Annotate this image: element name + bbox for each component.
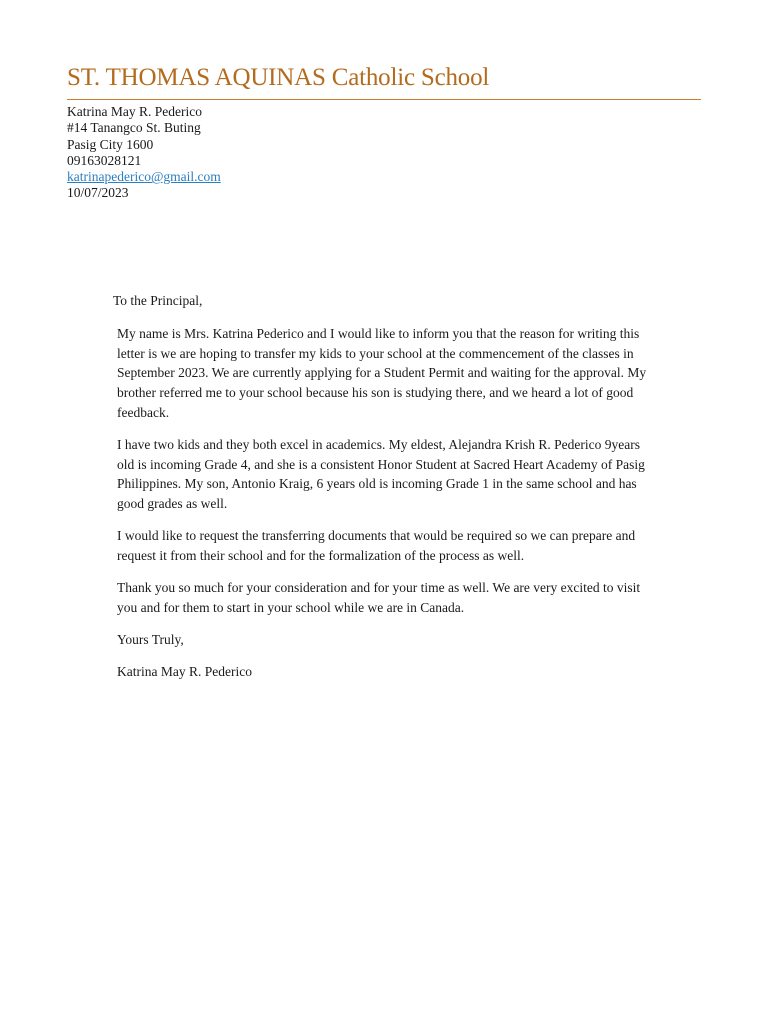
signature-name: Katrina May R. Pederico: [117, 664, 252, 680]
salutation: To the Principal,: [113, 293, 203, 308]
letter-date: 10/07/2023: [67, 185, 129, 201]
body-paragraph-4: Thank you so much for your consideration and for your time as well. We are very excited to visit you and for them to start in your school while we are in Canada.: [117, 580, 641, 615]
header-divider: [67, 99, 701, 100]
letter-closing: Yours Truly,: [117, 632, 184, 648]
sender-address-line2: Pasig City 1600: [67, 136, 154, 152]
sender-block: [67, 104, 221, 202]
body-paragraph-1: My name is Mrs. Katrina Pederico and I would like to inform you that the reason for writing this letter is we are hoping to transfer my kids to your school at the commencement of the classes in September 2023. We are currently applying for a Student Permit and waiting for the approval. My brother referred me to your school because his son is studying there, and we heard a lot of good feedback.: [117, 326, 647, 420]
sender-email-link[interactable]: katrinapederico@gmail.com: [67, 169, 221, 185]
sender-name: Katrina May R. Pederico: [67, 104, 202, 119]
letter-body: [117, 324, 657, 695]
school-name-title: ST. THOMAS AQUINAS Catholic School: [67, 64, 490, 91]
sender-address-line1: #14 Tanangco St. Buting: [67, 120, 201, 136]
body-paragraph-2: I have two kids and they both excel in academics. My eldest, Alejandra Krish R. Pederico 9years old is incoming Grade 4, and she is a consistent Honor Student at Sacred Heart Academy of Pasig Philippines. My son, Antonio Kraig, 6 years old is incoming Grade 1 in the same school and has good grades as well.: [117, 437, 645, 512]
body-paragraph-3: I would like to request the transferring documents that would be required so we can prepare and request it from their school and for the formalization of the process as well.: [117, 528, 636, 564]
sender-phone: 09163028121: [67, 152, 142, 168]
